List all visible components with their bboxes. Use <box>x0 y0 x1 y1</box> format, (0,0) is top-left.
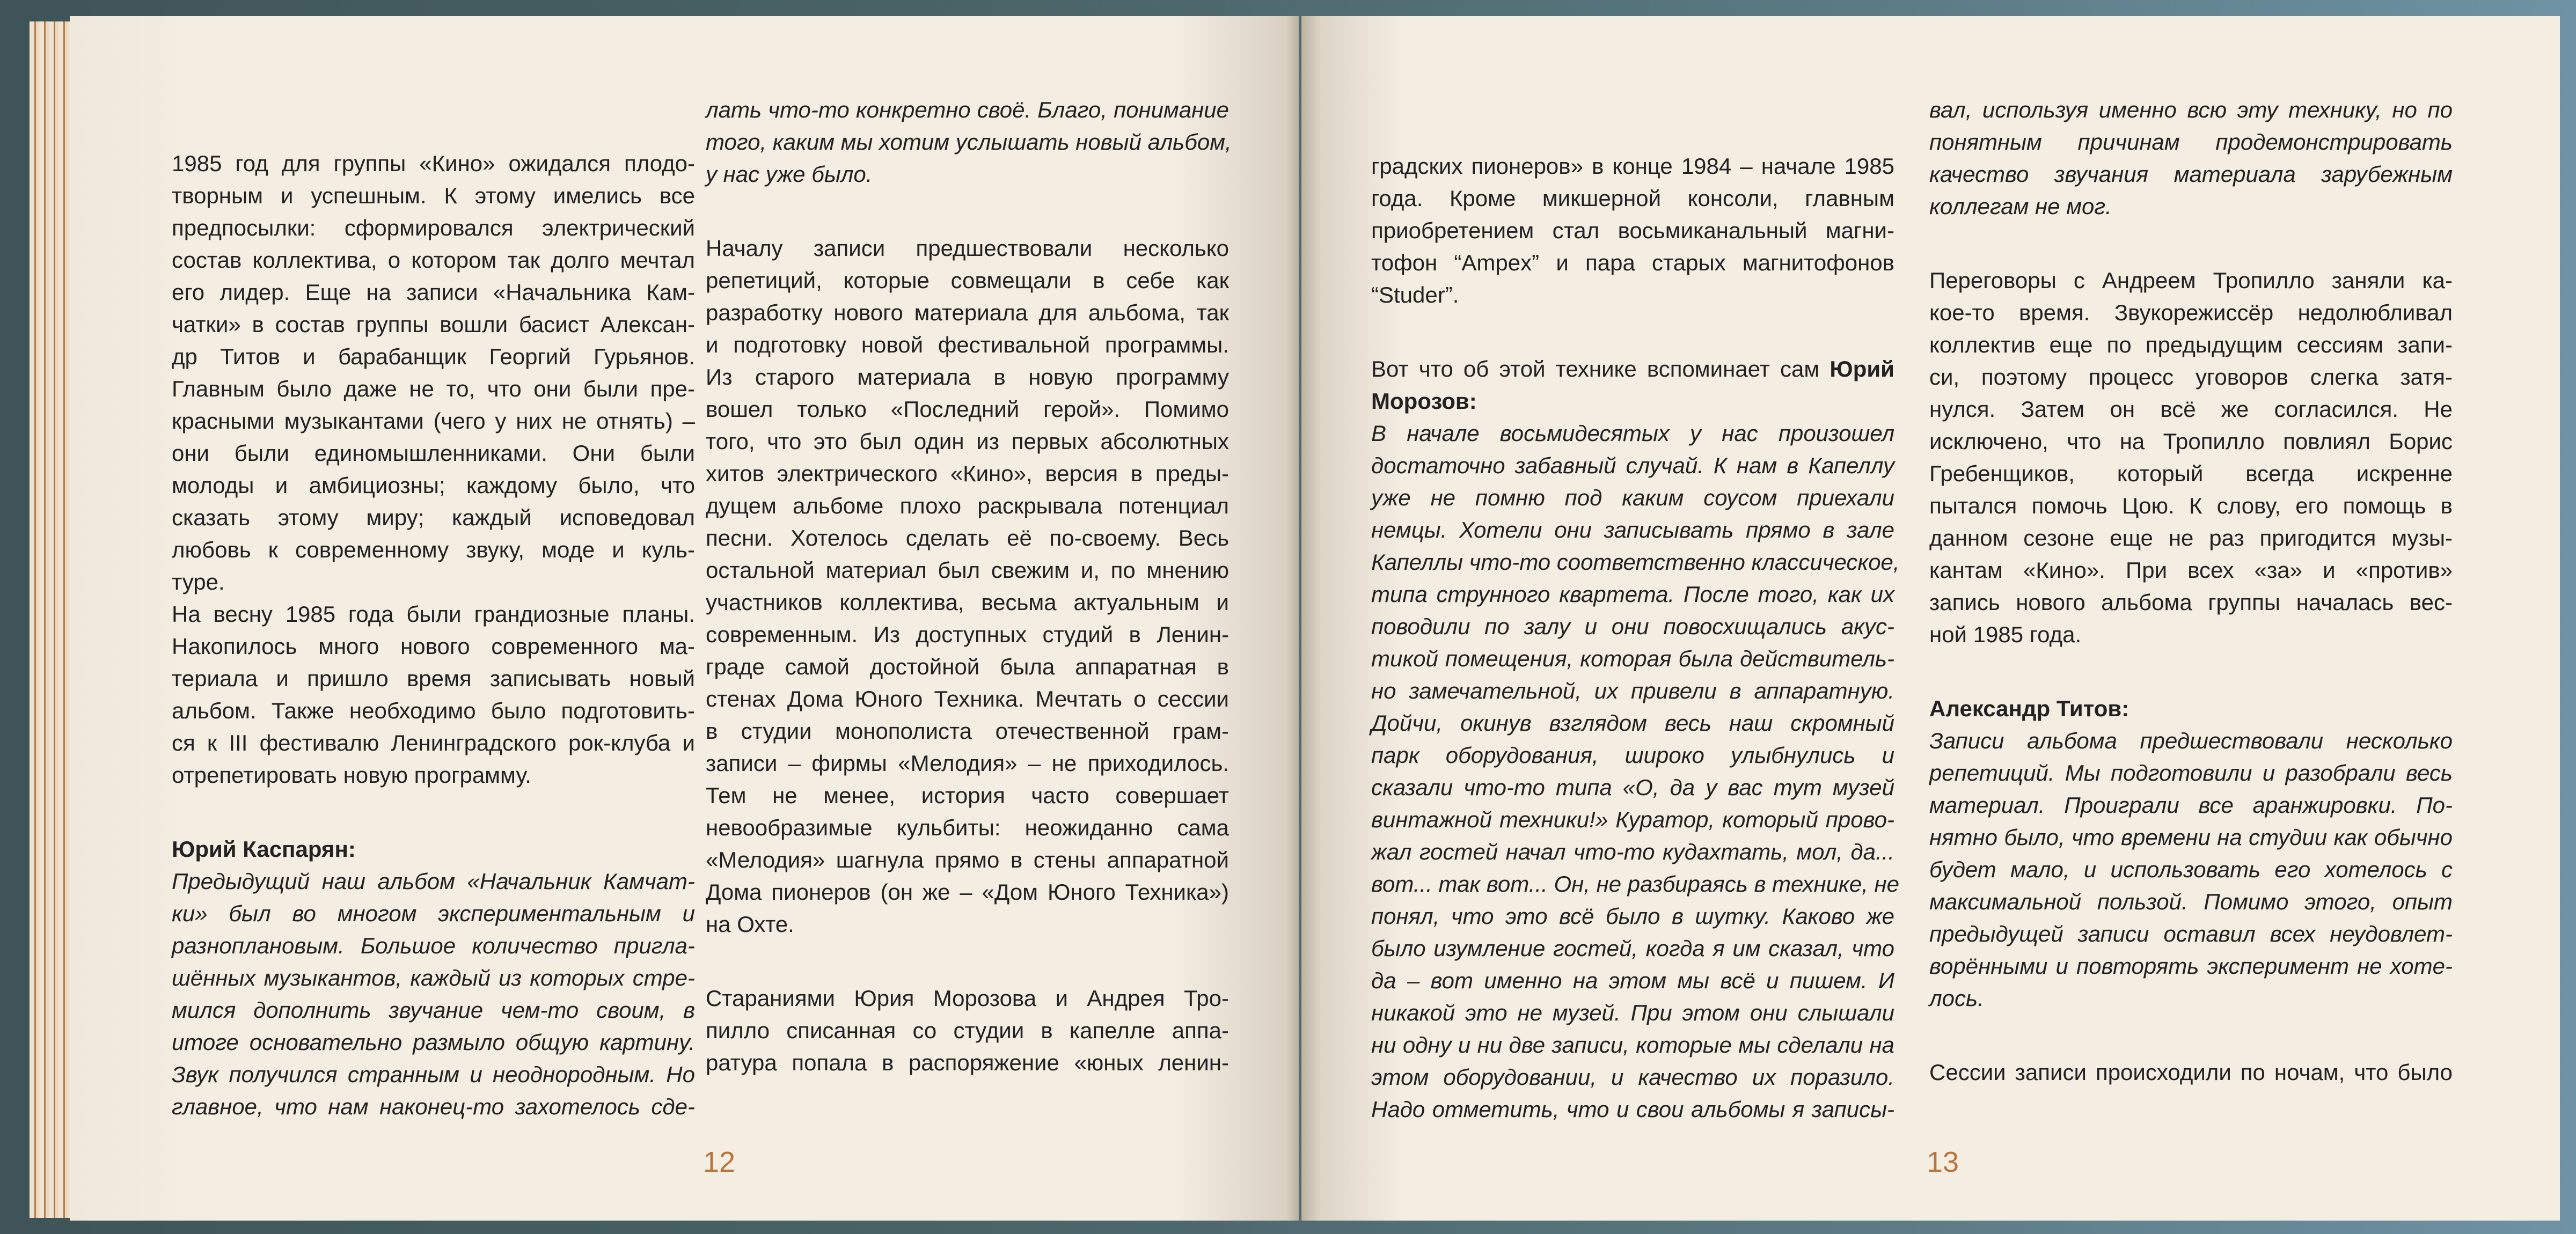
text-line: ки» был во многом экспериментальным и <box>172 901 695 926</box>
text-line: 1985 год для группы «Кино» ожидался плодо- <box>172 151 695 176</box>
text-line: материал. Проиграли все аранжировки. По- <box>1929 792 2453 818</box>
text-line: вошел только «Последний герой». Помимо <box>706 396 1229 422</box>
text-line: репетиций, которые совмещали в себе как <box>706 268 1229 293</box>
text-line: дущем альбоме плохо раскрывала потенциал <box>706 493 1229 518</box>
text-line: нулся. Затем он всё же согласился. Не <box>1929 396 2453 422</box>
text-line: предыдущей записи оставил всех неудовлет- <box>1929 921 2453 946</box>
text-line: “Studer”. <box>1371 282 1459 307</box>
text-line: будет мало, и использовать его хотелось с <box>1929 857 2453 882</box>
paragraph <box>172 148 695 598</box>
text-line: понял, что это всё было в шутку. Каково же <box>1371 904 1894 929</box>
quote-paragraph <box>172 865 695 1123</box>
text-line: альбом. Также необходимо было подготовить- <box>172 698 695 723</box>
text-line: молоды и амбициозны; каждому было, что <box>172 473 695 498</box>
paragraph <box>1929 1056 2453 1089</box>
text-line: остальной материал был свежим и, по мнению <box>706 557 1229 583</box>
text-line: качество звучания материала зарубежным <box>1929 161 2453 187</box>
paragraph <box>706 232 1229 941</box>
text-line: уже не помню под каким соусом приехали <box>1371 485 1894 510</box>
text-line <box>1371 353 1894 385</box>
text-line: того, что это был один из первых абсолютных <box>706 429 1229 454</box>
text-line: градских пионеров» в конце 1984 – начале 1985 <box>1371 153 1894 179</box>
text-line: но замечательной, их привели в аппаратную. <box>1371 678 1894 703</box>
text-line: немцы. Хотели они записывать прямо в зале <box>1371 517 1894 542</box>
text-line: данном сезоне еще не раз пригодится музы- <box>1929 525 2453 550</box>
text-line: си, поэтому процесс уговоров слегка затя- <box>1929 364 2453 390</box>
text-line: достаточно забавный случай. К нам в Капеллу <box>1371 453 1894 478</box>
text-line: коллегам не мог. <box>1929 194 2112 219</box>
text-line: запись нового альбома группы началась вес- <box>1929 590 2453 615</box>
text-line: В начале восьмидесятых у нас произошел <box>1371 421 1894 446</box>
text-line: сказать этому миру; каждый исповедовал <box>172 505 695 530</box>
text-line: тикой помещения, которая была действитель- <box>1371 646 1894 671</box>
text-line: Гребенщиков, который всегда искренне <box>1929 461 2453 486</box>
text-line: шённых музыкантов, каждый из которых стре- <box>172 965 695 990</box>
text-line: репетиций. Мы подготовили и разобрали весь <box>1929 760 2453 785</box>
text-line: никакой это не музей. При этом они слышали <box>1371 1000 1894 1025</box>
text-line: териала и пришло время записывать новый <box>172 666 695 691</box>
text-line: на Охте. <box>706 912 794 937</box>
text-line: кое-то время. Звукорежиссёр недолюбливал <box>1929 300 2453 325</box>
paragraph <box>706 982 1229 1079</box>
text-line: ворёнными и повторять эксперимент не хоте- <box>1929 953 2453 979</box>
speaker-heading <box>1929 693 2453 725</box>
text-line: современным. Из доступных студий в Ленин- <box>706 622 1229 647</box>
paragraph-gap <box>706 941 1229 982</box>
text-bold-name: Юрий <box>1829 356 1894 381</box>
text-line: вал, используя именно всю эту технику, но по <box>1929 97 2453 122</box>
text-line: максимальной пользой. Помимо этого, опыт <box>1929 889 2453 914</box>
text-line: они были единомышленниками. Они были <box>172 440 695 466</box>
text-line: Предыдущий наш альбом «Начальник Камчат- <box>172 869 695 894</box>
text-line: хитов электрического «Кино», версия в преды- <box>706 461 1229 486</box>
text-line: красными музыкантами (чего у них не отнять) – <box>172 408 695 434</box>
text-line: вот... так вот... Он, не разбираясь в технике, не <box>1371 871 1900 897</box>
quote-paragraph <box>706 94 1232 190</box>
page-number: 13 <box>1927 1146 1959 1178</box>
text-line: ной 1985 года. <box>1929 622 2082 647</box>
text-line: стенах Дома Юного Техника. Мечтать о сессии <box>706 686 1229 711</box>
page-right <box>1301 16 2560 1221</box>
text-line: Дома пионеров (он же – «Дом Юного Техника») <box>706 879 1229 905</box>
text-line: Юрий Каспарян: <box>172 836 356 862</box>
text-line <box>1371 385 1894 417</box>
text-line: его лидер. Еще на записи «Начальника Кам- <box>172 280 695 305</box>
page-left <box>70 16 1299 1221</box>
text-line: да – вот именно на этом мы всё и пишем. И <box>1371 968 1894 993</box>
text-line: любовь к современному звуку, моде и куль- <box>172 537 695 562</box>
paragraph-gap <box>706 190 1229 232</box>
text-line: лось. <box>1929 986 1984 1011</box>
quote-paragraph <box>1929 725 2453 1015</box>
text-line: коллектив еще по предыдущим сессиям запи- <box>1929 332 2453 357</box>
text-line: Сессии записи происходили по ночам, что было <box>1929 1060 2453 1085</box>
text-line: невообразимые кульбиты: неожиданно сама <box>706 815 1229 840</box>
text-line: Капеллы что-то соответственно классическое, <box>1371 549 1900 575</box>
text-line: записи – фирмы «Мелодия» – не приходилось. <box>706 751 1229 776</box>
text-line: творным и успешным. К этому имелись все <box>172 183 695 208</box>
text-line: отрепетировать новую программу. <box>172 762 531 788</box>
paragraph-gap <box>1929 651 2453 693</box>
text-line: Накопилось много нового современного ма- <box>172 634 695 659</box>
text-line: Александр Титов: <box>1929 696 2129 721</box>
paragraph <box>1371 353 1894 417</box>
text-line: Главным было даже не то, что они были пре- <box>172 376 695 401</box>
text-line: Стараниями Юрия Морозова и Андрея Тро- <box>706 986 1229 1011</box>
text-plain: Вот что об этой технике вспоминает сам <box>1371 356 1830 381</box>
text-line: мился дополнить звучание чем-то своим, в <box>172 997 695 1023</box>
page-number: 12 <box>703 1146 736 1178</box>
text-line: пытался помочь Цою. К слову, его помощь в <box>1929 493 2453 518</box>
text-column-1 <box>172 148 695 1123</box>
text-line: предпосылки: сформировался электрический <box>172 215 695 240</box>
text-column-4 <box>1929 94 2453 1089</box>
text-line: пилло списанная со студии в капелле аппа- <box>706 1018 1229 1043</box>
text-line: чатки» в состав группы вошли басист Алексан- <box>172 312 695 337</box>
text-line: разноплановым. Большое количество пригла- <box>172 933 695 958</box>
text-line: туре. <box>172 569 225 594</box>
text-line: др Титов и барабанщик Георгий Гурьянов. <box>172 344 695 369</box>
text-line: тофон “Ampex” и пара старых магнитофонов <box>1371 250 1894 275</box>
text-line: состав коллектива, о котором так долго мечтал <box>172 247 695 273</box>
paragraph <box>1929 265 2453 651</box>
text-line: лать что-то конкретно своё. Благо, понимание <box>706 97 1229 122</box>
text-line: в студии монополиста отечественной грам- <box>706 718 1229 744</box>
quote-paragraph <box>1929 94 2453 223</box>
text-line: того, каким мы хотим услышать новый альбом, <box>706 129 1232 155</box>
text-line: Записи альбома предшествовали несколько <box>1929 728 2453 753</box>
paragraph-gap <box>1929 1015 2453 1056</box>
text-line: разработку нового материала для альбома, так <box>706 300 1229 325</box>
text-line: Из старого материала в новую программу <box>706 364 1229 390</box>
text-line: ратура попала в распоряжение «юных ленин- <box>706 1050 1229 1075</box>
text-line: и подготовку новой фестивальной программы. <box>706 332 1229 357</box>
text-line: Надо отметить, что и свои альбомы я записы- <box>1371 1097 1894 1122</box>
paragraph-gap <box>1371 311 1894 353</box>
text-line: исключено, что на Тропилло повлиял Борис <box>1929 429 2453 454</box>
text-line: Звук получился странным и неоднородным. Но <box>172 1062 695 1087</box>
text-line: Переговоры с Андреем Тропилло заняли ка- <box>1929 268 2453 293</box>
text-line: итоге основательно размыло общую картину. <box>172 1030 695 1055</box>
text-line: этом оборудовании, и качество их поразило. <box>1371 1064 1894 1090</box>
text-line: «Мелодия» шагнула прямо в стены аппаратной <box>706 847 1229 872</box>
text-line: песни. Хотелось сделать её по-своему. Весь <box>706 525 1229 550</box>
text-line: Дойчи, окинув взглядом весь наш скромный <box>1371 710 1894 736</box>
text-line: На весну 1985 года были грандиозные планы. <box>172 601 695 627</box>
text-line: понятным причинам продемонстрировать <box>1929 129 2453 155</box>
text-line: жал гостей начал что-то кудахтать, мол, да... <box>1371 839 1894 864</box>
paragraph-gap <box>1929 223 2453 265</box>
text-bold-name: Морозов: <box>1371 388 1477 414</box>
text-column-3 <box>1371 150 1900 1126</box>
text-line: участников коллектива, весьма актуальным и <box>706 590 1229 615</box>
text-line: нятно было, что времени на студии как обычно <box>1929 825 2453 850</box>
text-column-2 <box>706 94 1232 1079</box>
text-line: приобретением стал восьмиканальный магни- <box>1371 218 1894 243</box>
paragraph-gap <box>172 791 695 833</box>
text-line: ся к III фестивалю Ленинградского рок-клуба и <box>172 730 695 755</box>
text-line: у нас уже было. <box>706 161 873 187</box>
text-line: Тем не менее, история часто совершает <box>706 783 1229 808</box>
text-line: граде самой достойной была аппаратная в <box>706 654 1229 679</box>
text-line: года. Кроме микшерной консоли, главным <box>1371 186 1894 211</box>
paragraph <box>1371 150 1894 311</box>
quote-paragraph <box>1371 417 1900 1126</box>
text-line: поводили по залу и они повосхищались акус- <box>1371 614 1894 639</box>
speaker-heading <box>172 833 695 865</box>
text-line: типа струнного квартета. После того, как их <box>1371 582 1894 607</box>
paragraph <box>172 598 695 791</box>
text-line: ни одну и ни две записи, которые мы сделали на <box>1371 1032 1894 1057</box>
text-line: винтажной техники!» Куратор, который прово- <box>1371 807 1894 832</box>
text-line: сказали что-то типа «О, да у вас тут музей <box>1371 775 1894 800</box>
text-line: было изумление гостей, когда я им сказал, что <box>1371 936 1894 961</box>
text-line: кантам «Кино». При всех «за» и «против» <box>1929 557 2453 583</box>
text-line: главное, что нам наконец-то захотелось сде- <box>172 1094 695 1119</box>
text-line: Началу записи предшествовали несколько <box>706 236 1229 261</box>
text-line: парк оборудования, широко улыбнулись и <box>1371 743 1894 768</box>
